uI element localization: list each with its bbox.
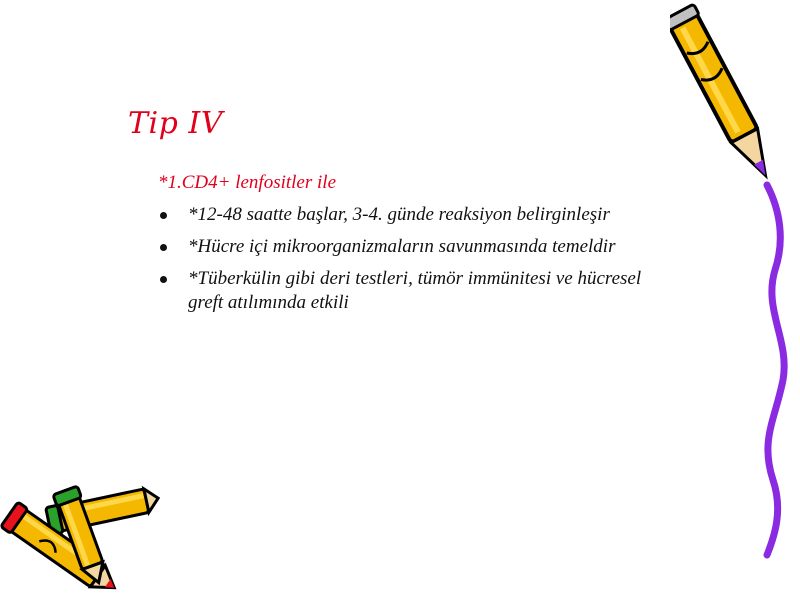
bullet-dot-icon bbox=[160, 244, 167, 251]
crossed-pencils-icon bbox=[0, 485, 165, 590]
squiggle-line bbox=[745, 180, 800, 560]
slide-title: Tip IV bbox=[128, 106, 223, 141]
bullet-dot-icon bbox=[160, 212, 167, 219]
slide-subtitle: *1.CD4+ lenfositler ile bbox=[158, 172, 337, 193]
bullet-text: *Hücre içi mikroorganizmaların savunmasında temeldir bbox=[188, 236, 616, 257]
bullet-text: *12-48 saatte başlar, 3-4. günde reaksiyon belirginleşir bbox=[188, 204, 610, 225]
bullet-dot-icon bbox=[160, 276, 167, 283]
bullet-item bbox=[158, 235, 678, 259]
bullet-item bbox=[158, 203, 678, 227]
bullet-item bbox=[158, 267, 678, 315]
bullet-text: *Tüberkülin gibi deri testleri, tümör immünitesi ve hücresel greft atılımında etkili bbox=[188, 268, 642, 313]
pencil-icon bbox=[670, 0, 780, 195]
bullet-list bbox=[158, 203, 678, 323]
